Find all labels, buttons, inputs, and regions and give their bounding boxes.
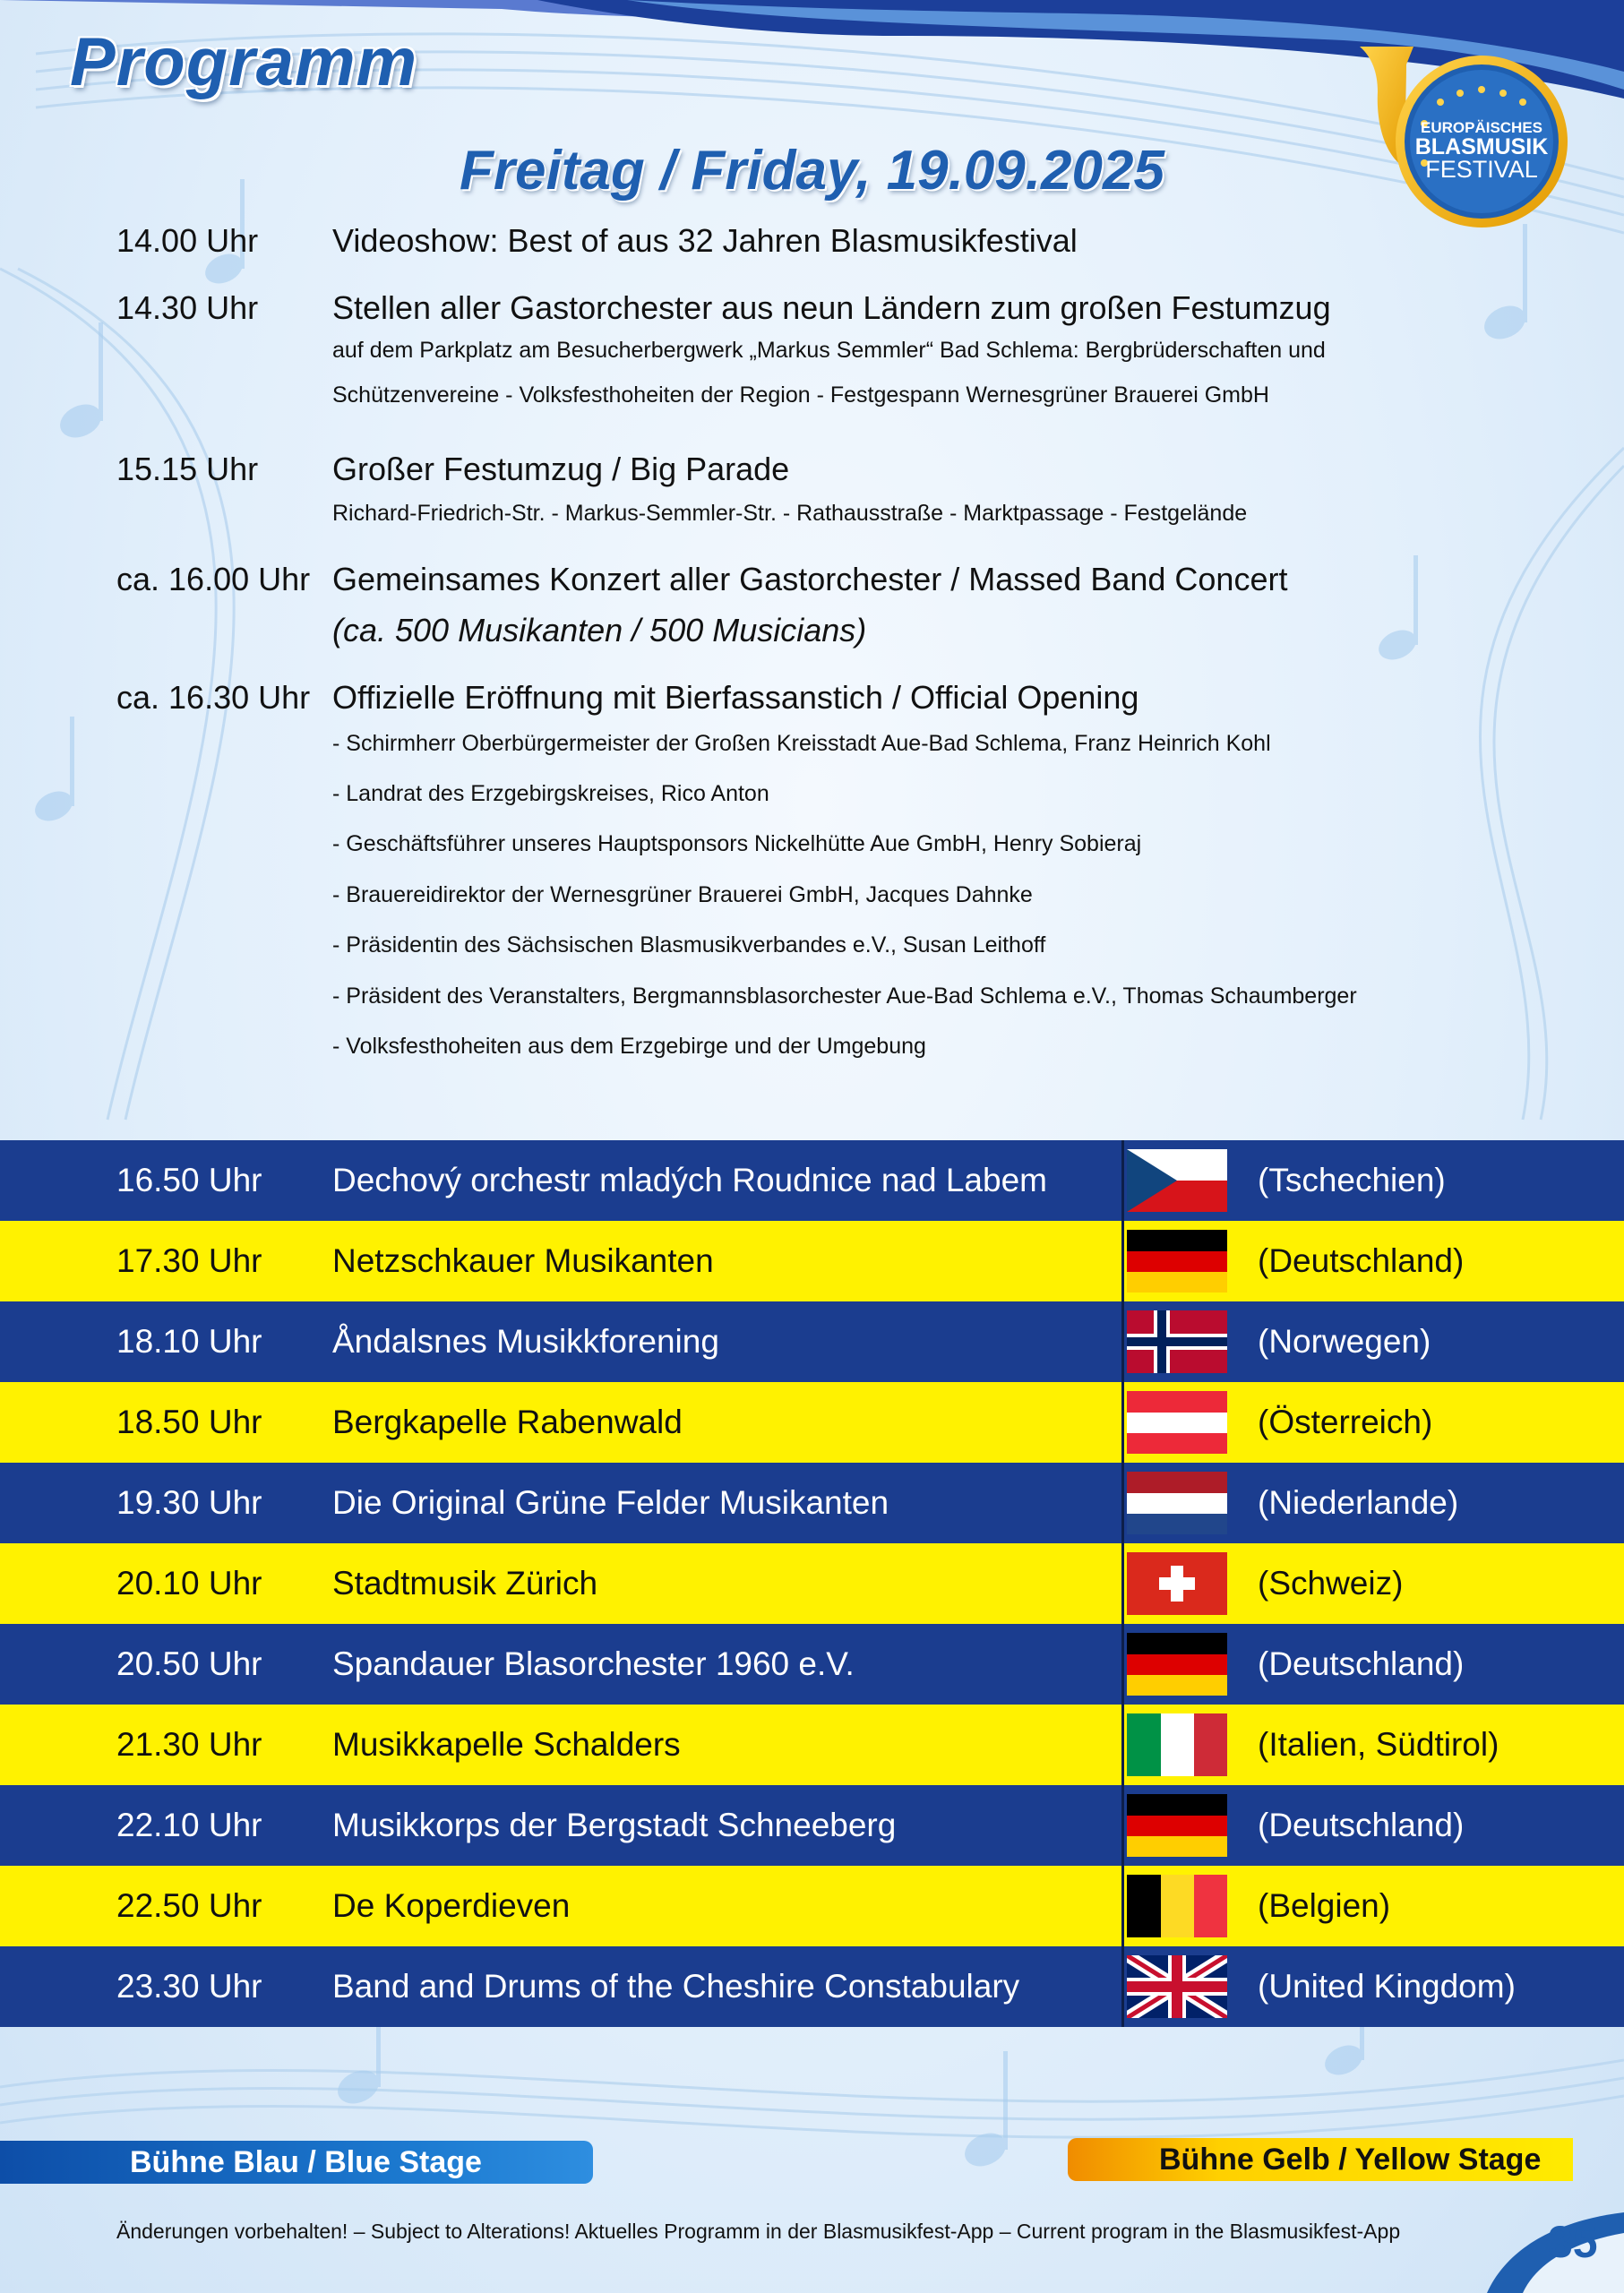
country: (Niederlande) <box>1258 1484 1459 1521</box>
event-note: - Brauereidirektor der Wernesgrüner Brauerei GmbH, Jacques Dahnke <box>332 882 1033 907</box>
row-divider <box>1121 1946 1124 2027</box>
schedule-row <box>0 1785 1624 1866</box>
dutch-flag-icon <box>1127 1472 1227 1534</box>
performance-time: 20.10 Uhr <box>116 1565 262 1602</box>
performance-time: 17.30 Uhr <box>116 1242 262 1279</box>
row-divider <box>1121 1301 1124 1382</box>
event-time: 14.00 Uhr <box>116 222 259 259</box>
performance-time: 23.30 Uhr <box>116 1968 262 2005</box>
row-divider <box>1121 1785 1124 1866</box>
row-divider <box>1121 1866 1124 1946</box>
event-note: Richard-Friedrich-Str. - Markus-Semmler-Str. - Rathausstraße - Marktpassage - Festgelände <box>332 501 1248 526</box>
schedule-row <box>0 1866 1624 1946</box>
band-name: Band and Drums of the Cheshire Constabulary <box>332 1968 1020 2005</box>
logo-line-3: FESTIVAL <box>1425 156 1538 183</box>
performance-time: 16.50 Uhr <box>116 1162 262 1198</box>
uk-flag-icon <box>1127 1955 1227 2018</box>
czech-flag-icon <box>1127 1149 1227 1212</box>
event-note: - Präsidentin des Sächsischen Blasmusikverbandes e.V., Susan Leithoff <box>332 932 1046 958</box>
country: (Deutschland) <box>1258 1242 1465 1279</box>
band-name: De Koperdieven <box>332 1887 571 1924</box>
schedule-row <box>0 1140 1624 1221</box>
german-flag-icon <box>1127 1794 1227 1857</box>
band-name: Netzschkauer Musikanten <box>332 1242 714 1279</box>
performance-time: 22.10 Uhr <box>116 1807 262 1843</box>
event-note: auf dem Parkplatz am Besucherbergwerk „Markus Semmler“ Bad Schlema: Bergbrüderschaften und <box>332 338 1326 363</box>
logo-line-2: BLASMUSIK <box>1414 134 1549 159</box>
band-name: Stadtmusik Zürich <box>332 1565 598 1602</box>
performance-time: 19.30 Uhr <box>116 1484 262 1521</box>
yellow-stage-legend <box>1068 2138 1573 2181</box>
performance-time: 18.50 Uhr <box>116 1404 262 1440</box>
blue-stage-label: Bühne Blau / Blue Stage <box>130 2145 482 2179</box>
row-divider <box>1121 1221 1124 1301</box>
german-flag-icon <box>1127 1230 1227 1292</box>
event-note: - Geschäftsführer unseres Hauptsponsors Nickelhütte Aue GmbH, Henry Sobieraj <box>332 831 1142 856</box>
page-number: 35 <box>1548 2217 1598 2267</box>
row-divider <box>1121 1705 1124 1785</box>
event-note: - Landrat des Erzgebirgskreises, Rico Anton <box>332 781 769 806</box>
row-divider <box>1121 1140 1124 1221</box>
event-title: Großer Festumzug / Big Parade <box>332 451 790 487</box>
country: (Schweiz) <box>1258 1565 1404 1602</box>
schedule-row <box>0 1624 1624 1705</box>
program-heading: Programm <box>70 24 418 100</box>
event-time: 14.30 Uhr <box>116 289 259 326</box>
band-name: Die Original Grüne Felder Musikanten <box>332 1484 889 1521</box>
band-name: Musikkorps der Bergstadt Schneeberg <box>332 1807 897 1843</box>
event-title: Gemeinsames Konzert aller Gastorchester / Massed Band Concert <box>332 561 1288 597</box>
schedule-row <box>0 1463 1624 1543</box>
event-note: Schützenvereine - Volksfesthoheiten der Region - Festgespann Wernesgrüner Brauerei GmbH <box>332 382 1269 408</box>
swiss-flag-icon <box>1127 1552 1227 1615</box>
event-time: ca. 16.30 Uhr <box>116 679 311 716</box>
event-note: - Präsident des Veranstalters, Bergmannsblasorchester Aue-Bad Schlema e.V., Thomas Schaumberger <box>332 983 1357 1009</box>
band-name: Musikkapelle Schalders <box>332 1726 681 1763</box>
country: (Deutschland) <box>1258 1645 1465 1682</box>
belgian-flag-icon <box>1127 1875 1227 1937</box>
norwegian-flag-icon <box>1127 1310 1227 1373</box>
event-title: Videoshow: Best of aus 32 Jahren Blasmusikfestival <box>332 222 1078 259</box>
event-time: 15.15 Uhr <box>116 451 259 487</box>
country: (Österreich) <box>1258 1404 1433 1440</box>
schedule-row <box>0 1705 1624 1785</box>
festival-logo <box>1351 38 1573 235</box>
schedule-row <box>0 1301 1624 1382</box>
country: (Norwegen) <box>1258 1323 1431 1360</box>
german-flag-icon <box>1127 1633 1227 1696</box>
schedule-row <box>0 1221 1624 1301</box>
schedule-row <box>0 1946 1624 2027</box>
row-divider <box>1121 1624 1124 1705</box>
band-name: Spandauer Blasorchester 1960 e.V. <box>332 1645 855 1682</box>
country: (Italien, Südtirol) <box>1258 1726 1499 1763</box>
footer-note: Änderungen vorbehalten! – Subject to Alterations! Aktuelles Programm in der Blasmusikfest-App – Current program in the Blasmusikfest-App <box>116 2220 1401 2243</box>
performance-time: 22.50 Uhr <box>116 1887 262 1924</box>
row-divider <box>1121 1463 1124 1543</box>
day-title: Freitag / Friday, 19.09.2025 <box>460 140 1164 202</box>
event-note: - Volksfesthoheiten aus dem Erzgebirge und der Umgebung <box>332 1034 926 1059</box>
italian-flag-icon <box>1127 1713 1227 1776</box>
country: (Belgien) <box>1258 1887 1391 1924</box>
event-subtitle: (ca. 500 Musikanten / 500 Musicians) <box>332 612 867 648</box>
band-name: Bergkapelle Rabenwald <box>332 1404 683 1440</box>
performance-time: 18.10 Uhr <box>116 1323 262 1360</box>
event-note: - Schirmherr Oberbürgermeister der Großen Kreisstadt Aue-Bad Schlema, Franz Heinrich Kohl <box>332 731 1271 756</box>
schedule-row <box>0 1543 1624 1624</box>
band-name: Åndalsnes Musikkforening <box>332 1323 719 1360</box>
event-title: Offizielle Eröffnung mit Bierfassanstich / Official Opening <box>332 679 1139 716</box>
event-time: ca. 16.00 Uhr <box>116 561 311 597</box>
country: (United Kingdom) <box>1258 1968 1516 2005</box>
logo-line-1: EUROPÄISCHES <box>1420 119 1543 136</box>
row-divider <box>1121 1382 1124 1463</box>
event-title: Stellen aller Gastorchester aus neun Ländern zum großen Festumzug <box>332 289 1331 326</box>
performance-time: 21.30 Uhr <box>116 1726 262 1763</box>
country: (Tschechien) <box>1258 1162 1446 1198</box>
yellow-stage-label: Bühne Gelb / Yellow Stage <box>1159 2143 1542 2177</box>
schedule-row <box>0 1382 1624 1463</box>
austrian-flag-icon <box>1127 1391 1227 1454</box>
row-divider <box>1121 1543 1124 1624</box>
band-name: Dechový orchestr mladých Roudnice nad Labem <box>332 1162 1047 1198</box>
blue-stage-legend <box>0 2141 593 2184</box>
performance-time: 20.50 Uhr <box>116 1645 262 1682</box>
country: (Deutschland) <box>1258 1807 1465 1843</box>
